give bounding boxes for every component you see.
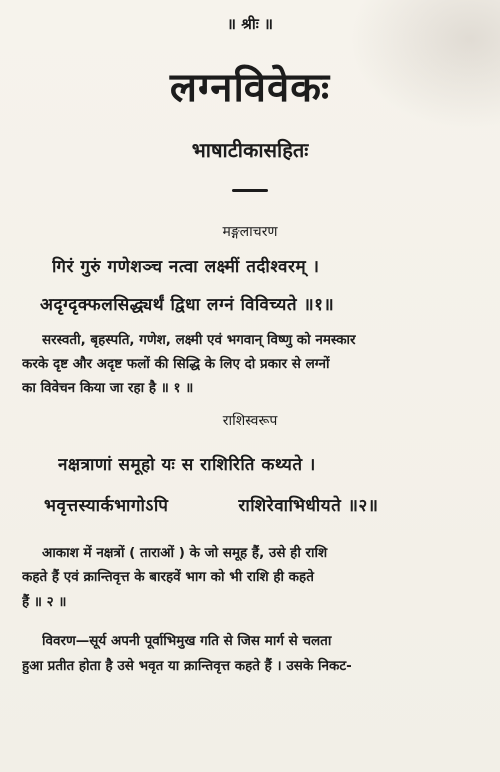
page-subtitle: भाषाटीकासहितः bbox=[191, 138, 309, 162]
verse-line-4-part-b: राशिरेवाभिधीयते ॥२॥ bbox=[238, 496, 379, 516]
section-heading-mangalacharan: मङ्गलाचरण bbox=[222, 224, 278, 240]
prose-line-2: करके दृष्ट और अदृष्ट फलों की सिद्धि के लिए दो प्रकार से लग्नों bbox=[22, 356, 330, 372]
verse-line-1: गिरं गुरुं गणेशञ्च नत्वा लक्ष्मीं तदीश्वरम् । bbox=[52, 257, 320, 277]
verse-line-4-part-a: भवृत्तस्यार्कभागोऽपि bbox=[44, 496, 169, 516]
invocation: ॥ श्रीः ॥ bbox=[227, 15, 273, 33]
prose-line-4: आकाश में नक्षत्रों ( ताराओं ) के जो समूह हैं, उसे ही राशि bbox=[42, 545, 328, 561]
prose-line-3: का विवेचन किया जा रहा है ॥ १ ॥ bbox=[22, 380, 194, 396]
prose-line-5: कहते हैं एवं क्रान्तिवृत्त के बारहवें भाग को भी राशि ही कहते bbox=[22, 569, 314, 585]
prose-line-8: हुआ प्रतीत होता है उसे भवृत या क्रान्तिवृत्त कहते हैं । उसके निकट- bbox=[22, 658, 352, 674]
verse-line-2: अदृग्दृक्फलसिद्ध्यर्थं द्विधा लग्नं विविच्यते ॥१॥ bbox=[40, 295, 335, 315]
prose-line-7 bbox=[42, 631, 478, 649]
vivaran-text: सूर्य अपनी पूर्वाभिमुख गति से जिस मार्ग से चलता bbox=[89, 633, 332, 649]
prose-line-1: सरस्वती, बृहस्पति, गणेश, लक्ष्मी एवं भगवान् विष्णु को नमस्कार bbox=[42, 332, 356, 348]
verse-line-4 bbox=[44, 493, 470, 516]
title-divider bbox=[232, 189, 268, 192]
section-heading-rashi: राशिस्वरूप bbox=[222, 413, 278, 429]
verse-line-3: नक्षत्राणां समूहो यः स राशिरिति कथ्यते । bbox=[58, 455, 316, 475]
prose-line-6: हैं ॥ २ ॥ bbox=[22, 594, 67, 610]
vivaran-label: विवरण— bbox=[42, 633, 90, 649]
page-title: लग्नविवेकः bbox=[169, 65, 331, 111]
